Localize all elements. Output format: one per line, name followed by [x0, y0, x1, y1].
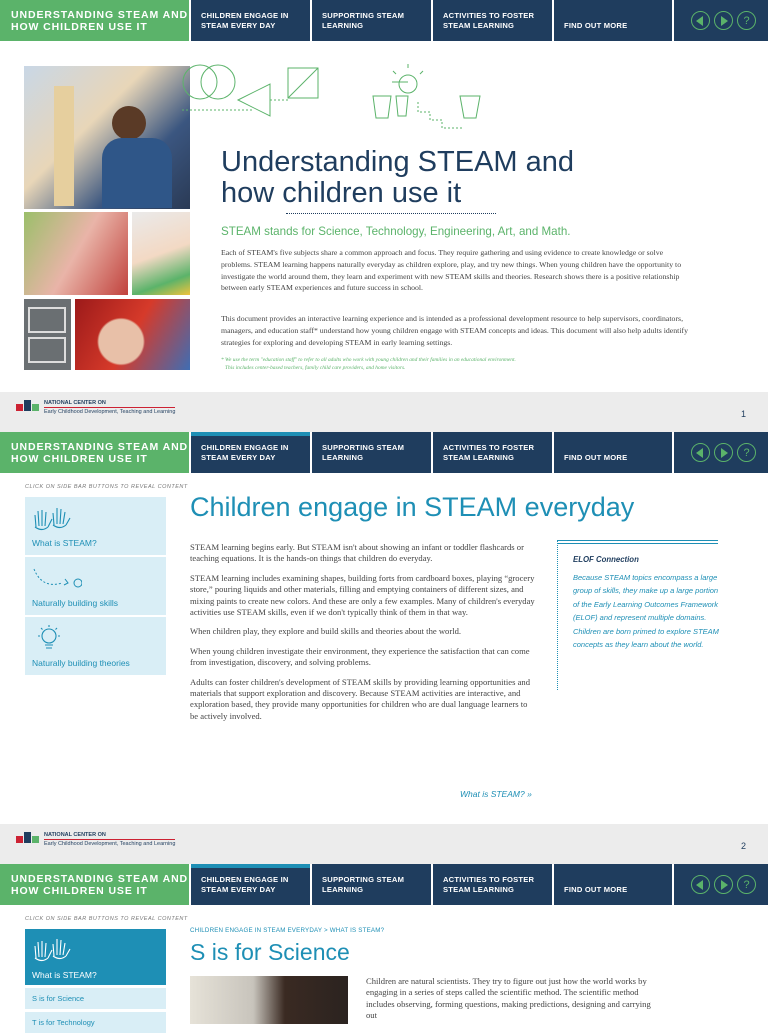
next-page-icon[interactable]	[714, 11, 733, 30]
intro-paragraph-2: This document provides an interactive learning experience and is intended as a professional development resource to help supervisors, coordinators, managers, and education staff* understand how young children engage with STEAM concepts and ideas. This document will also help adults identify strategies for exploring and developing STEAM in early learning settings.	[221, 314, 688, 347]
photo-painted-hand	[75, 299, 190, 370]
steam-line-illustration	[178, 62, 498, 132]
photo-girl-sticks	[24, 212, 128, 295]
elof-text: Because STEAM topics encompass a large group of skills, they make up a large portion of the Early Learning Outcomes Framework (ELOF) and represent multiple domains. Children are born primed to explore STEAM concepts as they learn about the world.	[573, 573, 719, 650]
nav-tab-find-out-more[interactable]: FIND OUT MORE	[554, 0, 672, 41]
elof-callout	[557, 540, 719, 690]
nav-tab-engage[interactable]: CHILDREN ENGAGE IN STEAM EVERY DAY	[191, 432, 310, 473]
hands-icon	[32, 505, 72, 531]
nav-home-tab[interactable]: UNDERSTANDING STEAM AND HOW CHILDREN USE IT	[0, 432, 189, 473]
ncecdtl-logo	[14, 832, 175, 854]
next-page-icon[interactable]	[714, 875, 733, 894]
breadcrumb: CHILDREN ENGAGE IN STEAM EVERYDAY > WHAT IS STEAM?	[190, 927, 385, 934]
logo-text	[44, 832, 175, 847]
title-line-1: Understanding STEAM and	[221, 146, 575, 178]
top-nav	[0, 864, 768, 905]
footnote-line-1: * We use the term "education staff" to refer to all adults who work with young children and their families in an educational environment.	[221, 357, 516, 363]
logo-blocks-icon	[14, 400, 40, 422]
page-footer	[0, 824, 768, 865]
nav-tab-supporting[interactable]: SUPPORTING STEAM LEARNING	[312, 864, 431, 905]
nav-controls	[674, 864, 768, 905]
nav-home-tab[interactable]: UNDERSTANDING STEAM AND HOW CHILDREN USE IT	[0, 864, 189, 905]
page-number: 2	[740, 841, 746, 851]
photo-collage	[24, 66, 190, 370]
elof-title: ELOF Connection	[573, 555, 639, 564]
next-page-icon[interactable]	[714, 443, 733, 462]
section-title: Children engage in STEAM everyday	[190, 492, 635, 522]
page-number: 1	[740, 409, 746, 419]
title-dotted-rule	[286, 213, 496, 214]
photo-baby-toys	[132, 212, 190, 295]
logo-blocks-icon	[14, 832, 40, 854]
nav-tab-supporting[interactable]: SUPPORTING STEAM LEARNING	[312, 432, 431, 473]
prev-page-icon[interactable]	[691, 875, 710, 894]
logo-line-2: Early Childhood Development, Teaching and Learning	[44, 841, 176, 847]
paragraph: STEAM learning includes examining shapes, building forts from cardboard boxes, playing “grocery store,” pouring liquids and other materials, filling and emptying containers of different sizes, and mixing paints to create new colors. And these are only a few examples. Many of children's everyday activities use STEAM skills, even if we don't typically think of them in that way.	[190, 572, 535, 618]
page-footer	[0, 392, 768, 433]
nav-controls	[674, 432, 768, 473]
section-title: S is for Science	[190, 939, 350, 965]
page-subtitle: STEAM stands for Science, Technology, Engineering, Art, and Math.	[221, 225, 571, 238]
nav-home-tab[interactable]: UNDERSTANDING STEAM AND HOW CHILDREN USE IT	[0, 0, 189, 41]
what-is-steam-link[interactable]: What is STEAM? »	[460, 789, 532, 799]
lightbulb-icon	[32, 623, 66, 653]
photo-child-blocks	[24, 66, 190, 209]
nav-tab-activities[interactable]: ACTIVITIES TO FOSTER STEAM LEARNING	[433, 432, 552, 473]
nav-tab-engage[interactable]: CHILDREN ENGAGE IN STEAM EVERY DAY	[191, 864, 310, 905]
sidebar-button-what-is-steam-active[interactable]	[25, 929, 166, 985]
sidebar-hint: CLICK ON SIDE BAR BUTTONS TO REVEAL CONTENT	[25, 916, 188, 922]
callout-rule	[558, 540, 718, 544]
logo-line-1: NATIONAL CENTER ON	[44, 400, 175, 408]
paragraph: STEAM learning begins early. But STEAM isn't about showing an infant or toddler flashcards or teaching equations. It is the hands-on things that children do everyday.	[190, 542, 524, 564]
logo-text	[44, 400, 175, 415]
nav-tab-activities[interactable]: ACTIVITIES TO FOSTER STEAM LEARNING	[433, 0, 552, 41]
footnote-line-2: This includes center-based teachers, family child care providers, and home visitors.	[225, 365, 406, 371]
sidebar-subitem-technology[interactable]: T is for Technology	[25, 1012, 166, 1033]
prev-page-icon[interactable]	[691, 11, 710, 30]
help-icon[interactable]: ?	[737, 875, 756, 894]
paragraph: Adults can foster children's development of STEAM skills by providing learning opportunities and materials that support exploration and discovery. Because STEAM activities are interactive, and exploration based, they provide many opportunities for children who are dual language learners to be actively involved.	[190, 676, 530, 721]
nav-controls	[674, 0, 768, 41]
paragraph: When children play, they explore and build skills and theories about the world.	[190, 626, 462, 637]
sidebar-subitem-science[interactable]: S is for Science	[25, 988, 166, 1009]
sidebar-button-theories[interactable]	[25, 617, 166, 675]
nav-tab-supporting[interactable]: SUPPORTING STEAM LEARNING	[312, 0, 431, 41]
page-title	[221, 147, 574, 209]
sidebar-button-skills[interactable]	[25, 557, 166, 615]
sidebar-hint: CLICK ON SIDE BAR BUTTONS TO REVEAL CONTENT	[25, 484, 188, 490]
arc-icon	[32, 565, 82, 591]
nav-tab-engage[interactable]: CHILDREN ENGAGE IN STEAM EVERY DAY	[191, 0, 310, 41]
title-line-2: how children use it	[221, 177, 462, 209]
sidebar-button-what-is-steam[interactable]	[25, 497, 166, 555]
sidebar-button-label: Naturally building skills	[32, 598, 118, 608]
ncecdtl-logo	[14, 400, 175, 422]
photo-child-science	[190, 976, 348, 1024]
help-icon[interactable]: ?	[737, 443, 756, 462]
science-paragraph: Children are natural scientists. They try to figure out just how the world works by engaging in a series of steps called the scientific method. The scientific method includes observing, forming questions, making predictions, designing and carrying out	[366, 976, 651, 1021]
hands-icon	[32, 936, 72, 962]
intro-paragraph-1: Each of STEAM's five subjects share a common approach and focus. They require gathering and using evidence to create knowledge or solve problems. STEAM learning happens naturally everyday as children explore, play, and try new things. When young children have the opportunity to investigate the world around them, they learn and experiment with new STEAM skills and theories. Research shows there is a positive relationship between early STEAM experiences and future success in school.	[221, 248, 682, 293]
nav-tab-find-out-more[interactable]: FIND OUT MORE	[554, 432, 672, 473]
help-icon[interactable]: ?	[737, 11, 756, 30]
sidebar-button-label: Naturally building theories	[32, 658, 130, 668]
nav-tab-find-out-more[interactable]: FIND OUT MORE	[554, 864, 672, 905]
paragraph: When young children investigate their environment, they experience the satisfaction that can come from investigation, discovery, and solving problems.	[190, 645, 530, 668]
top-nav	[0, 0, 768, 41]
footnote	[221, 356, 516, 372]
prev-page-icon[interactable]	[691, 443, 710, 462]
sidebar-button-label: What is STEAM?	[32, 538, 97, 548]
sidebar-button-label: What is STEAM?	[32, 970, 97, 980]
top-nav	[0, 432, 768, 473]
logo-line-2: Early Childhood Development, Teaching and Learning	[44, 409, 176, 415]
nav-tab-activities[interactable]: ACTIVITIES TO FOSTER STEAM LEARNING	[433, 864, 552, 905]
main-text	[190, 542, 535, 722]
photo-numbers-chalk	[24, 299, 71, 370]
logo-line-1: NATIONAL CENTER ON	[44, 832, 175, 840]
